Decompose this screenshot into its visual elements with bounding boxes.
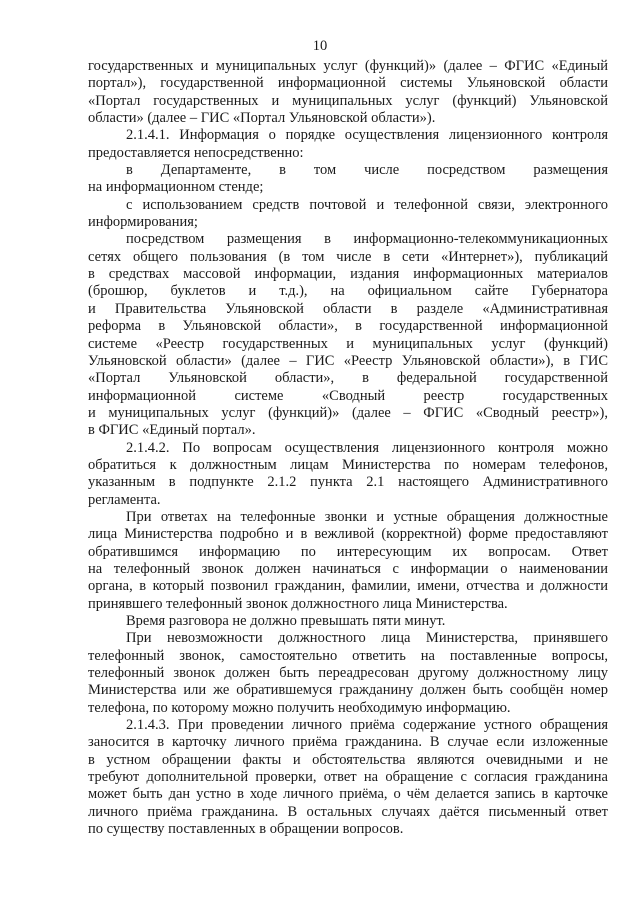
text-line: принявшего телефонный звонок должностного лица Министерства. bbox=[88, 595, 508, 612]
text-line: «Портал государственных и муниципальных услуг (функций) Ульяновской bbox=[88, 92, 608, 109]
text-line: лица Министерства подробно и в вежливой (корректной) форме предоставляют bbox=[88, 526, 608, 543]
text-line: телефонный звонок должен быть переадресован другому должностному лицу bbox=[88, 665, 608, 682]
text-line: информационной системе «Сводный реестр государственных bbox=[88, 387, 608, 404]
text-line: обратившимся информацию по интересующим их вопросам. Ответ bbox=[88, 543, 608, 560]
text-line: в устном обращении факты и обстоятельства являются очевидными и не bbox=[88, 751, 608, 768]
text-line: на телефонный звонок должен начинаться с информации о наименовании bbox=[88, 560, 608, 577]
text-line: (брошюр, буклетов и т.д.), на официальном сайте Губернатора bbox=[88, 283, 608, 300]
text-line: области» (далее – ГИС «Портал Ульяновской области»). bbox=[88, 110, 436, 127]
text-line: сетях общего пользования (в том числе в сети «Интернет»), публикаций bbox=[88, 248, 608, 265]
text-line: «Портал Ульяновской области», в федеральной государственной bbox=[88, 370, 608, 387]
text-line: 2.1.4.2. По вопросам осуществления лицензионного контроля можно bbox=[126, 439, 608, 456]
text-line: государственных и муниципальных услуг (функций)» (далее – ФГИС «Единый bbox=[88, 58, 608, 74]
text-line: информирования; bbox=[88, 214, 198, 231]
document-body bbox=[88, 58, 608, 838]
text-line: в Департаменте, в том числе посредством размещения bbox=[126, 162, 608, 179]
text-line: в ФГИС «Единый портал». bbox=[88, 422, 256, 439]
text-line: требуют дополнительной проверки, ответ на обращение с согласия гражданина bbox=[88, 769, 608, 786]
text-line: телефона, по которому можно получить необходимую информацию. bbox=[88, 699, 511, 716]
text-line: обратиться к должностным лицам Министерства по номерам телефонов, bbox=[88, 456, 608, 473]
text-line: заносится в карточку личного приёма гражданина. В случае если изложенные bbox=[88, 734, 608, 751]
text-line: с использованием средств почтовой и телефонной связи, электронного bbox=[126, 196, 608, 213]
page-number: 10 bbox=[312, 38, 328, 54]
text-line: и муниципальных услуг (функций)» (далее – ФГИС «Сводный реестр»), bbox=[88, 404, 608, 421]
text-line: предоставляется непосредственно: bbox=[88, 144, 304, 161]
text-line: 2.1.4.3. При проведении личного приёма содержание устного обращения bbox=[126, 717, 608, 734]
text-line: Министерства или же обратившемуся гражданину должен быть сообщён номер bbox=[88, 682, 608, 699]
text-line: Время разговора не должно превышать пяти минут. bbox=[126, 613, 446, 629]
text-line: портал»), государственной информационной системы Ульяновской области bbox=[88, 75, 608, 92]
text-line: Ульяновской области» (далее – ГИС «Реестр Ульяновской области»), в ГИС bbox=[88, 352, 608, 369]
text-line: может быть дан устно в ходе личного приёма, о чём делается запись в карточке bbox=[88, 786, 608, 803]
text-line: по существу поставленных в обращении вопросов. bbox=[88, 821, 404, 838]
text-line: на информационном стенде; bbox=[88, 179, 264, 196]
text-line: в средствах массовой информации, издания информационных материалов bbox=[88, 266, 608, 283]
text-line: 2.1.4.1. Информация о порядке осуществления лицензионного контроля bbox=[126, 127, 608, 144]
text-line: системе «Реестр государственных и муниципальных услуг (функций) bbox=[88, 335, 608, 352]
text-line: телефонный звонок, самостоятельно ответить на поставленные вопросы, bbox=[88, 647, 608, 664]
text-line: реформа в Ульяновской области», в государственной информационной bbox=[88, 318, 608, 335]
text-line: При невозможности должностного лица Министерства, принявшего bbox=[126, 630, 608, 647]
text-line: личного приёма гражданина. В остальных случаях даётся письменный ответ bbox=[88, 803, 608, 820]
text-line: посредством размещения в информационно-телекоммуникационных bbox=[126, 231, 608, 248]
text-line: органа, в который позвонил гражданин, фамилии, имени, отчества и должности bbox=[88, 578, 608, 595]
text-line: указанным в подпункте 2.1.2 пункта 2.1 настоящего Административного bbox=[88, 474, 608, 491]
text-line: При ответах на телефонные звонки и устные обращения должностные bbox=[126, 508, 608, 525]
text-line: и Правительства Ульяновской области в разделе «Административная bbox=[88, 300, 608, 317]
text-line: регламента. bbox=[88, 491, 161, 508]
